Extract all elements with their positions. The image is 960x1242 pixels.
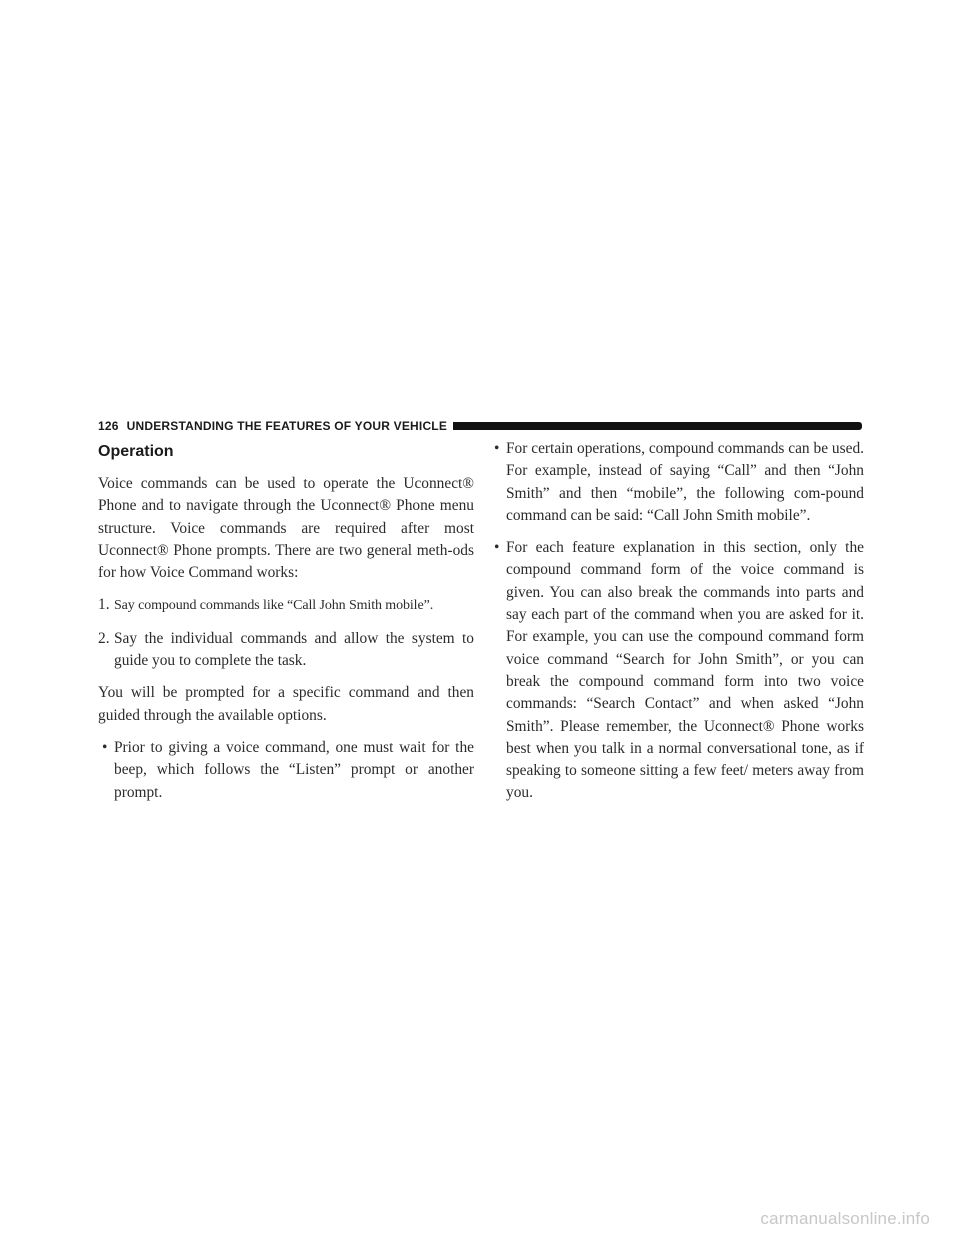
- bullet-mark: •: [494, 539, 500, 557]
- bullet-mark: •: [494, 440, 500, 457]
- options-paragraph: You will be prompted for a specific command and then guided through the available options.: [98, 684, 474, 724]
- bullet-item: [98, 737, 474, 804]
- numbered-item: [98, 628, 474, 673]
- section-heading: Operation: [98, 443, 174, 460]
- bullet-text: For certain operations, compound commands can be used. For example, instead of saying “Call” and then “John Smith” and then “mobile”, the following com-pound command can be said: “Call John Smith mobile”.: [506, 440, 864, 524]
- bullet-text: Prior to giving a voice command, one must wait for the beep, which follows the “Listen” prompt or another prompt.: [114, 738, 474, 801]
- bullet-text: For each feature explanation in this section, only the compound command form of the voice command is given. You can also break the commands into parts and say each part of the command when you are asked for it. For example, you can use the compound command form voice command “Search for John Smith”, or you can break the compound command form into two voice commands: “Search Contact” and when asked “John Smith”. Please remember, the Uconnect® Phone works best when you talk in a normal conversational tone, as if speaking to someone sitting a few feet/ meters away from you.: [506, 539, 864, 802]
- header-rule: [453, 422, 862, 430]
- bullet-item: [490, 537, 864, 805]
- item-text: Say the individual commands and allow the system to guide you to complete the task.: [114, 629, 474, 670]
- bullet-mark: •: [102, 738, 108, 756]
- section-title: UNDERSTANDING THE FEATURES OF YOUR VEHICLE: [126, 419, 448, 433]
- left-column: [98, 438, 474, 814]
- right-column: [490, 438, 864, 815]
- page-header: [98, 418, 862, 434]
- numbered-item: [98, 594, 474, 617]
- item-number: 1.: [98, 596, 110, 614]
- intro-paragraph: Voice commands can be used to operate the Uconnect® Phone and to navigate through the Uconnect® Phone menu structure. Voice commands are required after most Uconnect® Phone prompts. There are two general meth-ods for how Voice Command works:: [98, 475, 474, 582]
- item-text: [114, 594, 474, 617]
- site-watermark: carmanualsonline.info: [760, 1209, 930, 1228]
- item-number: 2.: [98, 629, 110, 647]
- item-text-compact: Say compound commands like “Call John Smith mobile”.: [114, 598, 434, 614]
- bullet-item: [490, 438, 864, 527]
- page-number: 126: [98, 419, 119, 433]
